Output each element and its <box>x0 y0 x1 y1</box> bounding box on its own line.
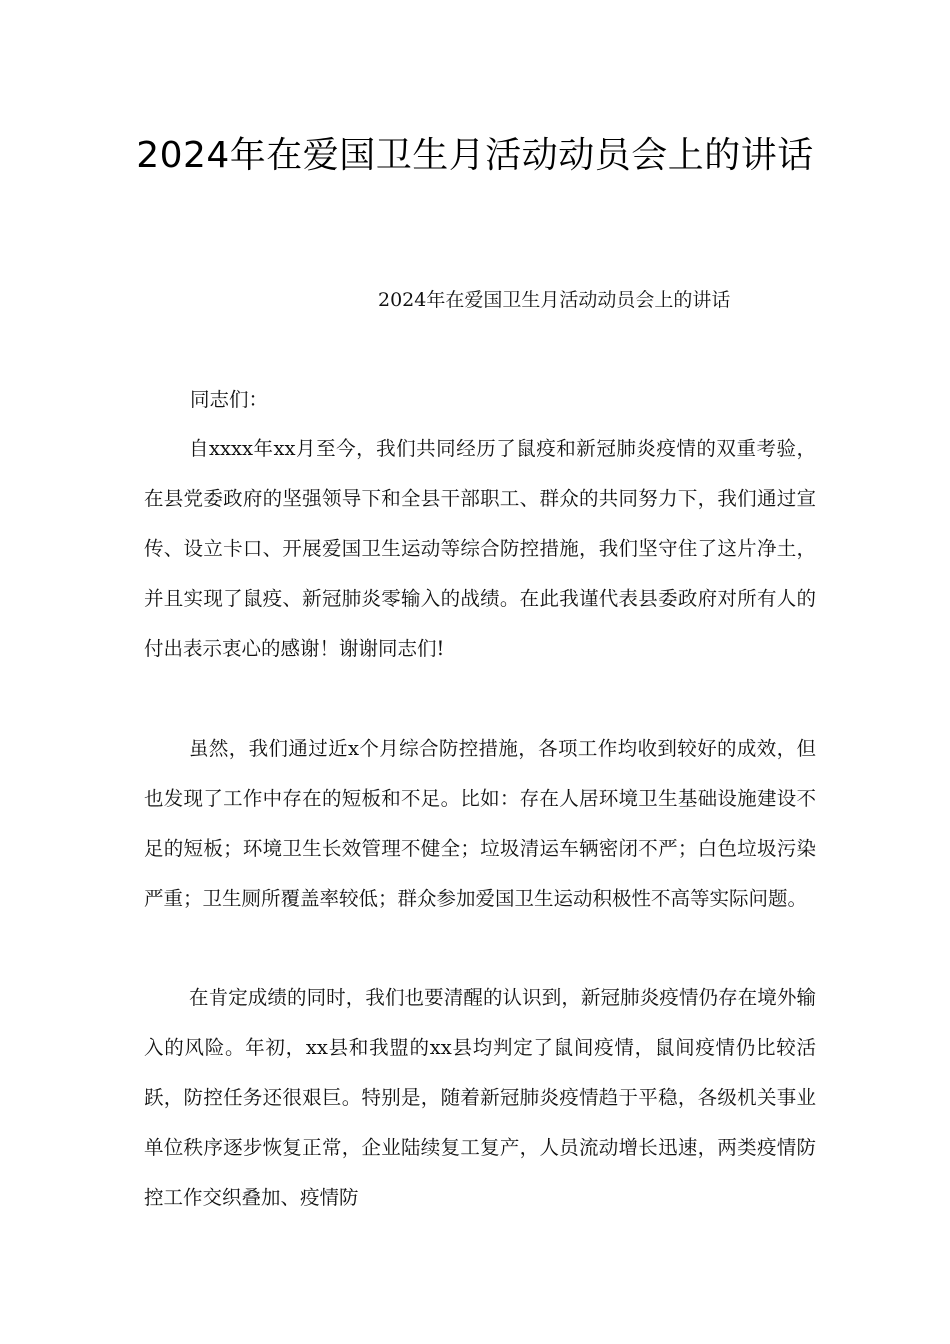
document-subtitle: 2024年在爱国卫生月活动动员会上的讲话 <box>378 289 731 311</box>
page-title: 2024年在爱国卫生月活动动员会上的讲话 <box>136 135 814 176</box>
body-paragraph: 虽然，我们通过近x个月综合防控措施，各项工作均收到较好的成效，但也发现了工作中存在的短板和不足。比如：存在人居环境卫生基础设施建设不足的短板；环境卫生长效管理不健全；垃圾清运车辆密闭不严；白色垃圾污染严重；卫生厕所覆盖率较低；群众参加爱国卫生运动积极性不高等实际问题。 <box>144 737 816 910</box>
body-paragraph: 在肯定成绩的同时，我们也要清醒的认识到，新冠肺炎疫情仍存在境外输入的风险。年初，xx县和我盟的xx县均判定了鼠间疫情，鼠间疫情仍比较活跃，防控任务还很艰巨。特别是，随着新冠肺炎疫情趋于平稳，各级机关事业单位秩序逐步恢复正常，企业陆续复工复产，人员流动增长迅速，两类疫情防控工作交织叠加、疫情防 <box>144 986 816 1209</box>
body-paragraph: 自xxxx年xx月至今，我们共同经历了鼠疫和新冠肺炎疫情的双重考验，在县党委政府的坚强领导下和全县干部职工、群众的共同努力下，我们通过宣传、设立卡口、开展爱国卫生运动等综合防控措施，我们坚守住了这片净土，并且实现了鼠疫、新冠肺炎零输入的战绩。在此我谨代表县委政府对所有人的付出表示衷心的感谢！谢谢同志们! <box>144 437 816 660</box>
salutation: 同志们： <box>190 388 269 411</box>
